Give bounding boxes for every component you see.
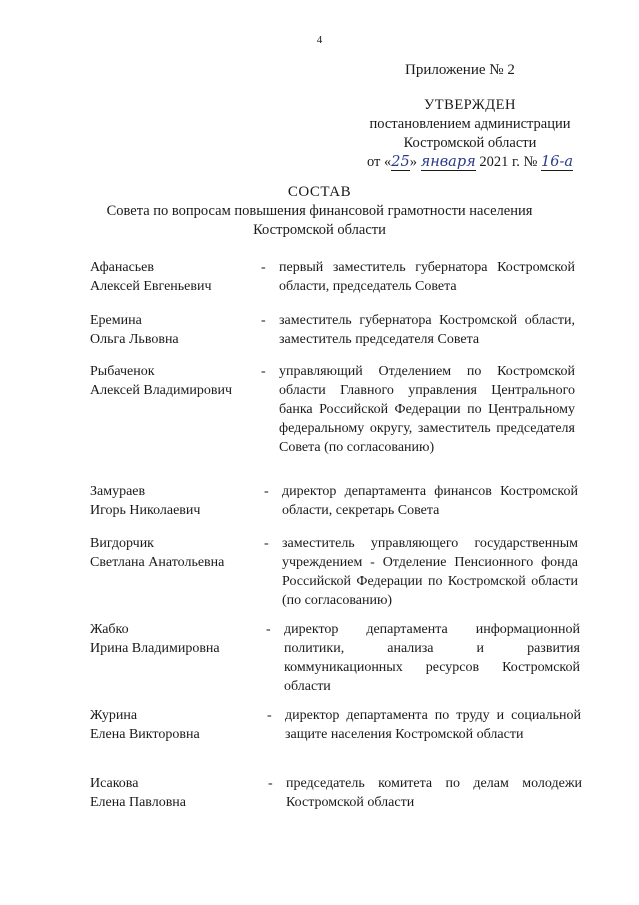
member-surname: Вигдорчик [90, 536, 154, 551]
member-surname: Еремина [90, 313, 142, 328]
member-given-name: Игорь Николаевич [90, 503, 201, 518]
member-name [90, 620, 260, 658]
member-name [90, 534, 260, 572]
date-mid: » [409, 154, 417, 170]
member-dash: - [261, 364, 266, 379]
member-surname: Афанасьев [90, 260, 154, 275]
member-dash: - [268, 776, 273, 791]
date-year-number: 2021 г. № [479, 154, 538, 170]
member-dash: - [261, 313, 266, 328]
member-dash: - [266, 622, 271, 637]
document-title [0, 183, 639, 240]
member-name [90, 258, 260, 296]
member-role: управляющий Отделением по Костромской области Главного управления Центрального банка Российской Федерации по Центральному федеральному округу, заместитель председателя Совета (по согласованию) [279, 364, 575, 455]
member-given-name: Елена Павловна [90, 795, 187, 810]
member-surname: Рыбаченок [90, 364, 155, 379]
member-dash: - [267, 708, 272, 723]
approval-line-region: Костромской области [403, 135, 537, 151]
title-main: СОСТАВ [287, 184, 352, 200]
page-number: 4 [316, 34, 323, 46]
member-role: заместитель губернатора Костромской области, заместитель председателя Совета [279, 313, 575, 347]
member-given-name: Алексей Владимирович [90, 383, 233, 398]
member-name [90, 311, 260, 349]
member-role: первый заместитель губернатора Костромской области, председатель Совета [279, 260, 575, 294]
member-surname: Журина [90, 708, 138, 723]
approval-line-decree: постановлением администрации [369, 116, 571, 132]
date-prefix: от « [366, 154, 392, 170]
member-given-name: Светлана Анатольевна [90, 555, 225, 570]
member-role: директор департамента информационной политики, анализа и развития коммуникационных ресурсов Костромской области [284, 622, 580, 694]
member-name [90, 706, 260, 744]
member-surname: Жабко [90, 622, 129, 637]
member-role: директор департамента финансов Костромской области, секретарь Совета [282, 484, 578, 518]
member-role: директор департамента по труду и социальной защите населения Костромской области [285, 708, 581, 742]
handwritten-month: января [420, 154, 476, 170]
member-dash: - [261, 260, 266, 275]
title-line-2: Костромской области [253, 222, 386, 238]
member-role: заместитель управляющего государственным учреждением - Отделение Пенсионного фонда Российской Федерации по Костромской области (по согласованию) [282, 536, 578, 608]
member-given-name: Ольга Львовна [90, 332, 179, 347]
approval-date-line [340, 153, 600, 172]
appendix-label: Приложение № 2 [405, 62, 515, 78]
member-given-name: Алексей Евгеньевич [90, 279, 212, 294]
handwritten-day: 25 [391, 154, 410, 170]
member-name [90, 482, 260, 520]
member-surname: Замураев [90, 484, 146, 499]
title-line-1: Совета по вопросам повышения финансовой грамотности населения [106, 203, 533, 219]
member-name [90, 774, 260, 812]
member-given-name: Елена Викторовна [90, 727, 200, 742]
member-given-name: Ирина Владимировна [90, 641, 220, 656]
member-role: председатель комитета по делам молодежи Костромской области [286, 776, 582, 810]
member-dash: - [264, 536, 269, 551]
member-name [90, 362, 260, 400]
member-dash: - [264, 484, 269, 499]
handwritten-number: 16-а [541, 154, 573, 170]
approved-heading: УТВЕРЖДЕН [424, 97, 516, 113]
approval-block [340, 96, 600, 172]
member-surname: Исакова [90, 776, 139, 791]
